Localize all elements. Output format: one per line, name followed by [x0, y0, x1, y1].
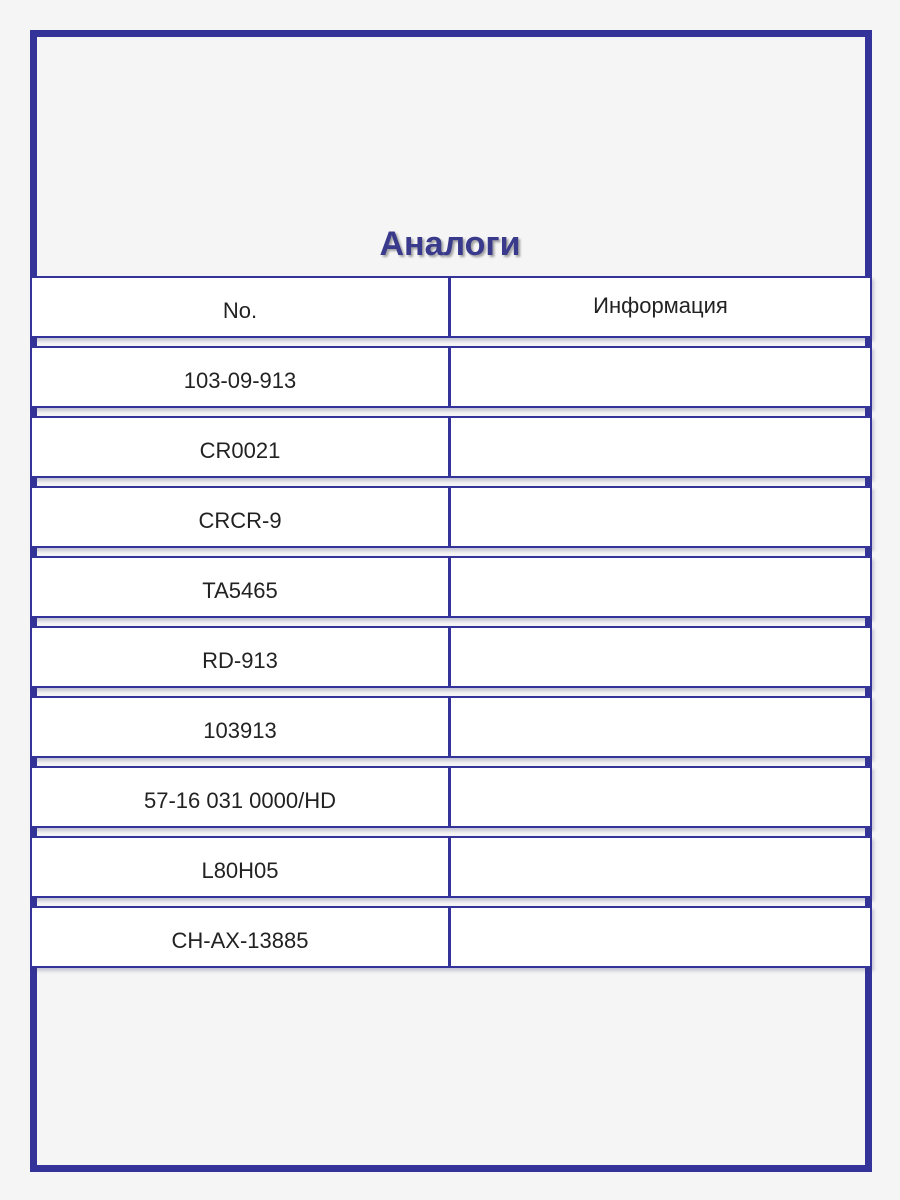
cell-no: 103-09-913 [32, 348, 451, 406]
cell-info [451, 628, 870, 686]
cell-info [451, 558, 870, 616]
table-row [30, 556, 872, 618]
cell-info [451, 488, 870, 546]
cell-no: RD-913 [32, 628, 451, 686]
cell-info [451, 698, 870, 756]
cell-no: 103913 [32, 698, 451, 756]
cell-info [451, 908, 870, 966]
cell-no: TA5465 [32, 558, 451, 616]
cell-no: CH-AX-13885 [32, 908, 451, 966]
table-row [30, 836, 872, 898]
cell-info [451, 768, 870, 826]
table-row [30, 626, 872, 688]
table-row [30, 416, 872, 478]
table-row [30, 346, 872, 408]
header-info: Информация [593, 293, 728, 318]
table-row [30, 486, 872, 548]
cell-info [451, 838, 870, 896]
cell-no: CRCR-9 [32, 488, 451, 546]
cell-info [451, 348, 870, 406]
page-title: Аналоги [379, 225, 521, 263]
table-row [30, 766, 872, 828]
table-row [30, 906, 872, 968]
cell-info [451, 418, 870, 476]
table-header-row [30, 276, 872, 338]
cell-no: 57-16 031 0000/HD [32, 768, 451, 826]
cell-no: L80H05 [32, 838, 451, 896]
cell-no: CR0021 [32, 418, 451, 476]
header-no: No. [32, 278, 451, 336]
table-row [30, 696, 872, 758]
